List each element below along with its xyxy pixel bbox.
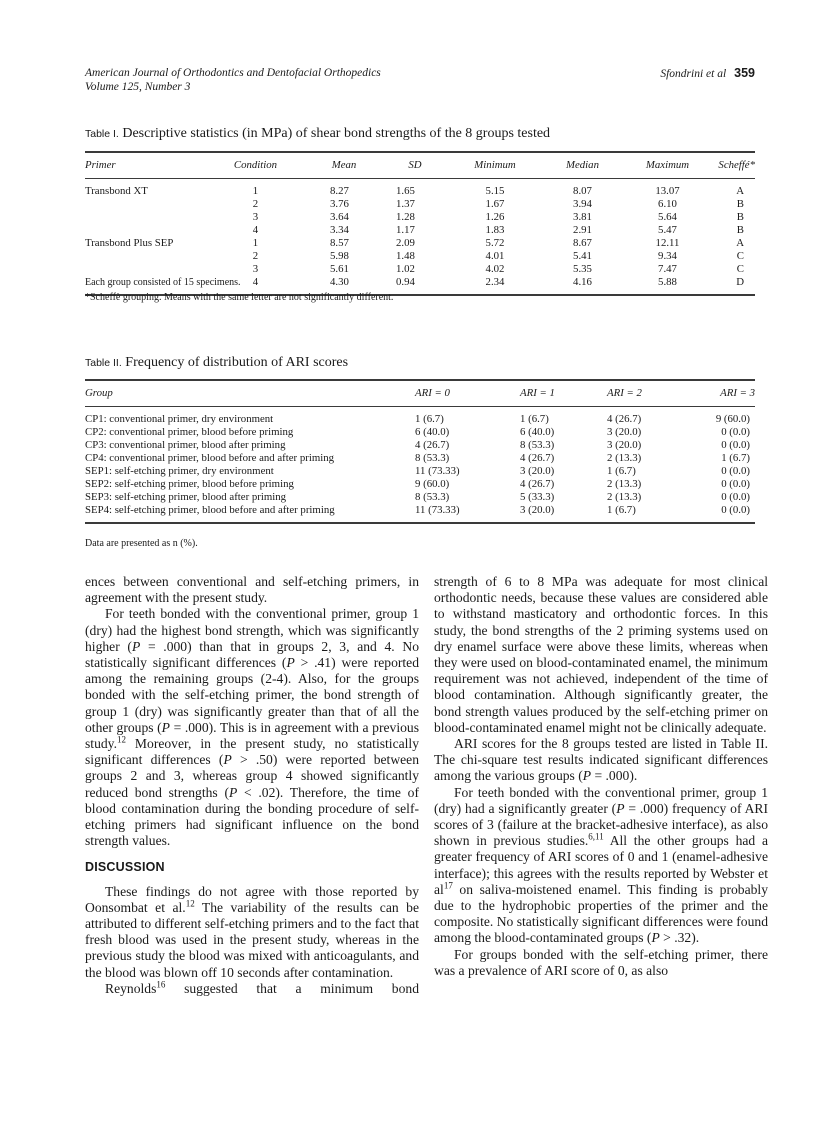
col-header-ari3: ARI = 3 xyxy=(720,387,755,400)
table-row xyxy=(85,211,755,224)
cell-ari1: 8 (53.3) xyxy=(520,438,555,451)
cell-scheffe: B xyxy=(736,210,744,223)
body-column-right xyxy=(434,574,768,979)
table2-note: Data are presented as n (%). xyxy=(85,538,198,549)
cell-ari0: 4 (26.7) xyxy=(415,438,450,451)
cell-min: 1.83 xyxy=(485,223,505,236)
table1-note-specimens: Each group consisted of 15 specimens. xyxy=(85,277,241,288)
cell-ari2: 1 (6.7) xyxy=(607,464,636,477)
table-row xyxy=(85,478,755,491)
table-row xyxy=(85,178,755,198)
citation: 12 xyxy=(116,734,126,745)
table-row xyxy=(85,263,755,276)
cell-condition: 2 xyxy=(252,197,259,210)
cell-sd: 1.02 xyxy=(396,262,415,275)
table-row xyxy=(85,504,755,523)
table-row xyxy=(85,224,755,237)
cell-sd: 1.48 xyxy=(396,249,415,262)
table1-note-scheffe: *Scheffè grouping. Means with the same letter are not significantly different. xyxy=(85,292,394,303)
cell-ari3: 0 (0.0) xyxy=(721,438,750,451)
col-header-mean: Mean xyxy=(331,159,357,172)
cell-group: CP3: conventional primer, blood after priming xyxy=(85,438,286,451)
cell-ari3: 0 (0.0) xyxy=(721,464,750,477)
table-row xyxy=(85,250,755,263)
table-row xyxy=(85,465,755,478)
table2-header-row xyxy=(85,380,755,406)
col-header-ari0: ARI = 0 xyxy=(415,387,450,400)
cell-group: SEP4: self-etching primer, blood before and after priming xyxy=(85,503,335,516)
col-header-primer: Primer xyxy=(85,159,116,172)
cell-scheffe: D xyxy=(736,275,744,288)
paragraph: For teeth bonded with the conventional primer, group 1 (dry) had the highest bond strength, which was significantly higher (P = .000) than that in groups 2, 3, and 4. No statistically significant differences (P > .41) were reported among the remaining groups (2-4). Also, for the groups bonded with the self-etching primer, the bond strength of group 1 (dry) was significantly greater than that of all the other groups (P = .000). This is in agreement with a previous study.$^{12}$ Moreover, in the present study, no statistically significant differences (P > .50) were reported between groups 2 and 3, whereas group 4 showed significantly reduced bond strengths (P < .02). Therefore, the time of blood contamination during the bonding procedure of self-etching primers had significant influence on the bond strength values. xyxy=(85,606,420,849)
cell-max: 6.10 xyxy=(658,197,677,210)
cell-mean: 8.57 xyxy=(330,236,349,249)
cell-group: SEP1: self-etching primer, dry environment xyxy=(85,464,274,477)
cell-ari1: 6 (40.0) xyxy=(520,425,555,438)
cell-ari0: 8 (53.3) xyxy=(415,490,450,503)
cell-max: 5.88 xyxy=(658,275,677,288)
cell-max: 7.47 xyxy=(658,262,677,275)
col-header-maximum: Maximum xyxy=(645,159,690,172)
cell-scheffe: C xyxy=(736,249,744,262)
paragraph: For teeth bonded with the conventional primer, group 1 (dry) had a significantly greater (P = .000) frequency of ARI scores of 3 (failure at the bracket-adhesive interface), as also shown in previous studies.$^{6,11}$ All the other groups had a greater frequency of ARI scores of 0 and 1 (enamel-adhesive interface); this agrees with the results reported by Webster et $al^{17}$ on saliva-moistened enamel. This finding is probably due to the hydrophobic properties of the primer and the composite. No statistically significant differences were found among the blood-contaminated groups (P > .32). xyxy=(434,784,768,946)
cell-group: CP1: conventional primer, dry environment xyxy=(85,412,274,425)
cell-scheffe: C xyxy=(736,262,744,275)
cell-ari2: 4 (26.7) xyxy=(607,412,642,425)
page-number: 359 xyxy=(734,66,755,80)
journal-volume: Volume 125, Number 3 xyxy=(85,81,191,93)
cell-ari0: 11 (73.33) xyxy=(415,503,460,516)
cell-ari3: 0 (0.0) xyxy=(721,425,750,438)
cell-min: 1.67 xyxy=(485,197,505,210)
cell-ari2: 3 (20.0) xyxy=(607,438,642,451)
table2-label: Table II. xyxy=(85,357,122,369)
paragraph: ences between conventional and self-etching primers, in agreement with the present study. xyxy=(85,574,419,606)
cell-ari2: 3 (20.0) xyxy=(607,425,642,438)
cell-group: CP2: conventional primer, blood before priming xyxy=(85,425,294,438)
col-header-ari1: ARI = 1 xyxy=(520,387,555,400)
table-row xyxy=(85,452,755,465)
cell-min: 4.01 xyxy=(485,249,505,262)
cell-max: 5.47 xyxy=(658,223,677,236)
cell-mean: 3.64 xyxy=(330,210,349,223)
cell-condition: 3 xyxy=(252,262,259,275)
cell-primer xyxy=(85,211,203,224)
cell-primer xyxy=(85,198,203,211)
cell-mean: 3.76 xyxy=(330,197,349,210)
cell-median: 3.81 xyxy=(573,210,592,223)
cell-primer xyxy=(85,263,203,276)
citation: 6,11 xyxy=(588,831,604,842)
cell-primer xyxy=(85,250,203,263)
cell-sd: 1.17 xyxy=(396,223,415,236)
cell-max: 13.07 xyxy=(655,184,680,197)
table2-caption xyxy=(85,355,348,371)
cell-group: SEP3: self-etching primer, blood after priming xyxy=(85,490,287,503)
cell-primer: Transbond Plus SEP xyxy=(85,236,174,249)
cell-ari2: 2 (13.3) xyxy=(607,490,642,503)
section-heading-discussion: DISCUSSION xyxy=(85,860,165,875)
table-row xyxy=(85,491,755,504)
page-header-right xyxy=(660,66,755,81)
table-row xyxy=(85,237,755,250)
table-row xyxy=(85,439,755,452)
table1 xyxy=(85,151,755,296)
col-header-sd: SD xyxy=(408,159,422,172)
cell-ari1: 4 (26.7) xyxy=(520,451,555,464)
cell-scheffe: B xyxy=(736,223,744,236)
cell-ari0: 9 (60.0) xyxy=(415,477,450,490)
running-head xyxy=(85,66,755,94)
cell-sd: 2.09 xyxy=(396,236,415,249)
citation: 16 xyxy=(156,979,166,990)
journal-title: American Journal of Orthodontics and Dentofacial Orthopedics xyxy=(85,67,381,79)
cell-ari3: 1 (6.7) xyxy=(721,451,750,464)
cell-group: SEP2: self-etching primer, blood before priming xyxy=(85,477,294,490)
cell-median: 5.35 xyxy=(573,262,592,275)
cell-ari3: 0 (0.0) xyxy=(721,477,750,490)
paragraph: strength of 6 to 8 MPa was adequate for most clinical orthodontic needs, because these values are considered able to withstand masticatory and orthodontic forces. In this study, the bond strengths of the 2 priming systems used on dry enamel surface were above these limits, whereas when they were used on blood-contaminated enamel, the minimum requirement was not achieved, independent of the time of blood contamination. Although significantly greater, the bond strength values produced by the self-etching primer on blood-contaminated enamel might not be clinically adequate. xyxy=(434,574,768,735)
cell-primer: Transbond XT xyxy=(85,184,148,197)
cell-ari2: 1 (6.7) xyxy=(607,503,636,516)
cell-scheffe: A xyxy=(736,184,744,197)
cell-mean: 5.98 xyxy=(330,249,349,262)
cell-median: 3.94 xyxy=(573,197,592,210)
table-row xyxy=(85,406,755,426)
cell-ari0: 11 (73.33) xyxy=(415,464,460,477)
cell-min: 4.02 xyxy=(485,262,505,275)
cell-ari3: 0 (0.0) xyxy=(721,490,750,503)
table-row xyxy=(85,198,755,211)
cell-ari1: 4 (26.7) xyxy=(520,477,555,490)
cell-ari1: 3 (20.0) xyxy=(520,464,555,477)
citation: 12 xyxy=(185,898,195,909)
table1-header-row xyxy=(85,152,755,178)
cell-condition: 2 xyxy=(252,249,259,262)
cell-condition: 4 xyxy=(252,275,259,288)
cell-ari0: 8 (53.3) xyxy=(415,451,450,464)
cell-min: 5.72 xyxy=(485,236,505,249)
cell-ari3: 9 (60.0) xyxy=(715,412,750,425)
cell-primer xyxy=(85,224,203,237)
cell-ari2: 2 (13.3) xyxy=(607,477,642,490)
cell-scheffe: A xyxy=(736,236,744,249)
table2-title: Frequency of distribution of ARI scores xyxy=(125,355,349,370)
col-header-group: Group xyxy=(85,387,113,400)
citation: 17 xyxy=(443,880,453,891)
col-header-minimum: Minimum xyxy=(474,159,516,172)
cell-ari1: 5 (33.3) xyxy=(520,490,555,503)
cell-condition: 4 xyxy=(252,223,259,236)
table-row xyxy=(85,426,755,439)
cell-median: 8.07 xyxy=(573,184,592,197)
table2 xyxy=(85,379,755,524)
paragraph: For groups bonded with the self-etching primer, there was a prevalence of ARI score of 0, as also xyxy=(434,946,768,978)
cell-median: 5.41 xyxy=(573,249,592,262)
cell-mean: 8.27 xyxy=(330,184,349,197)
cell-ari0: 1 (6.7) xyxy=(415,412,444,425)
cell-ari1: 3 (20.0) xyxy=(520,503,555,516)
cell-ari3: 0 (0.0) xyxy=(721,503,750,516)
cell-sd: 1.37 xyxy=(396,197,415,210)
cell-mean: 4.30 xyxy=(330,275,349,288)
cell-ari2: 2 (13.3) xyxy=(607,451,642,464)
cell-median: 2.91 xyxy=(573,223,592,236)
cell-sd: 1.65 xyxy=(396,184,415,197)
paragraph: ARI scores for the 8 groups tested are listed in Table II. The chi-square test results indicated significant differences among the various groups (P = .000). xyxy=(434,736,768,784)
cell-condition: 1 xyxy=(252,184,259,197)
cell-max: 12.11 xyxy=(655,236,680,249)
cell-ari0: 6 (40.0) xyxy=(415,425,450,438)
cell-median: 4.16 xyxy=(573,275,592,288)
col-header-ari2: ARI = 2 xyxy=(607,387,642,400)
cell-condition: 3 xyxy=(252,210,259,223)
table1-caption xyxy=(85,126,550,142)
table1-label: Table I. xyxy=(85,128,119,140)
cell-max: 5.64 xyxy=(658,210,677,223)
cell-condition: 1 xyxy=(252,236,259,249)
cell-min: 2.34 xyxy=(485,275,505,288)
cell-scheffe: B xyxy=(736,197,744,210)
cell-mean: 5.61 xyxy=(330,262,349,275)
cell-min: 1.26 xyxy=(485,210,505,223)
col-header-scheffe: Scheffé* xyxy=(718,159,755,172)
col-header-median: Median xyxy=(566,159,599,172)
cell-sd: 1.28 xyxy=(396,210,415,223)
paragraph: These findings do not agree with those reported by Oonsombat et al.$^{12}$ The variability of the results can be attributed to different self-etching primers and to the fact that fresh blood was used in the present study, whereas in the previous study the blood was mixed with anticoagulants, and the blood was blown off 10 seconds after contamination. xyxy=(85,883,419,980)
cell-ari1: 1 (6.7) xyxy=(520,412,549,425)
cell-mean: 3.34 xyxy=(330,223,349,236)
paragraph: Reynolds$^{16}$ suggested that a minimum bond xyxy=(105,979,419,996)
cell-group: CP4: conventional primer, blood before and after priming xyxy=(85,451,335,464)
table1-title: Descriptive statistics (in MPa) of shear bond strengths of the 8 groups tested xyxy=(122,126,551,141)
cell-median: 8.67 xyxy=(573,236,592,249)
cell-sd: 0.94 xyxy=(396,275,415,288)
body-column-left xyxy=(85,574,419,997)
cell-min: 5.15 xyxy=(485,184,505,197)
cell-max: 9.34 xyxy=(658,249,677,262)
authors: Sfondrini et al xyxy=(660,68,727,80)
col-header-condition: Condition xyxy=(233,159,278,172)
